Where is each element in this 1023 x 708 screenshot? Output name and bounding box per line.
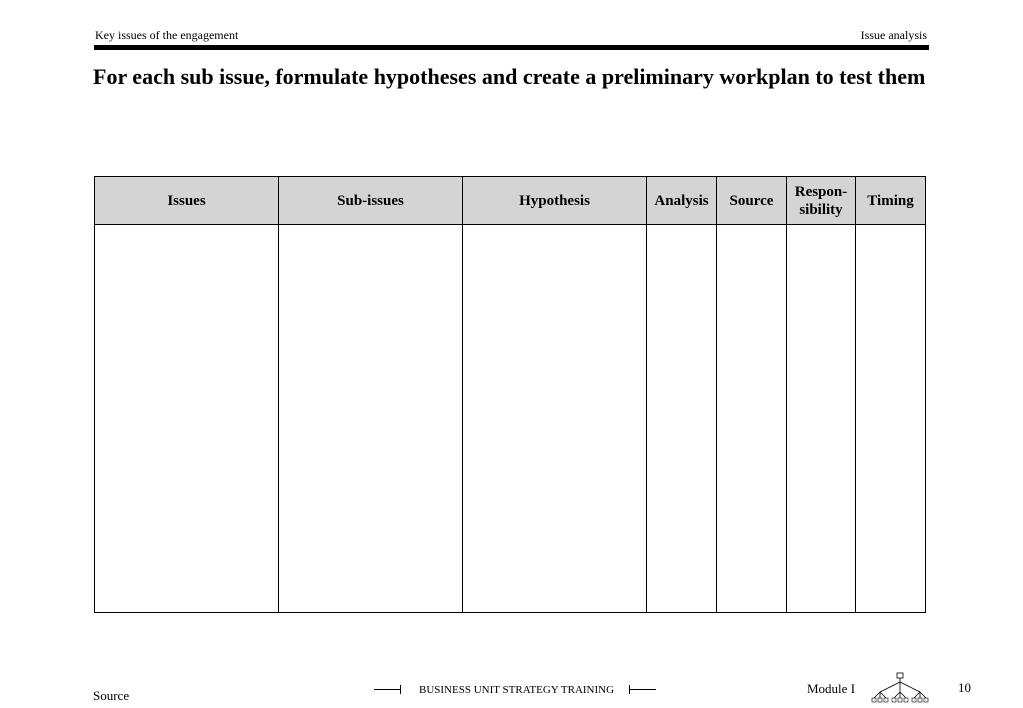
page-title: For each sub issue, formulate hypotheses and create a preliminary workplan to test them bbox=[93, 64, 926, 89]
workplan-table bbox=[94, 176, 926, 613]
cell-source bbox=[717, 225, 787, 613]
header-topic: Issue analysis bbox=[860, 28, 927, 42]
footer-source-label: Source bbox=[93, 688, 130, 703]
cell-issues bbox=[95, 225, 279, 613]
column-header-responsibility: Respon- sibility bbox=[787, 177, 856, 225]
cell-hypothesis bbox=[463, 225, 647, 613]
column-header-issues: Issues bbox=[95, 177, 279, 225]
footer-left-rule bbox=[374, 689, 400, 690]
footer-right-rule bbox=[630, 689, 656, 690]
column-header-timing: Timing bbox=[856, 177, 926, 225]
column-header-sub-issues: Sub-issues bbox=[279, 177, 463, 225]
cell-timing bbox=[856, 225, 926, 613]
header-rule bbox=[94, 45, 929, 50]
footer-left-tick bbox=[400, 685, 401, 694]
header-section-title: Key issues of the engagement bbox=[95, 28, 239, 42]
cell-sub-issues bbox=[279, 225, 463, 613]
column-header-analysis: Analysis bbox=[647, 177, 717, 225]
cell-responsibility bbox=[787, 225, 856, 613]
cell-analysis bbox=[647, 225, 717, 613]
column-header-hypothesis: Hypothesis bbox=[463, 177, 647, 225]
tree-hierarchy-icon bbox=[870, 672, 930, 704]
footer-module-label: Module I bbox=[807, 681, 856, 696]
footer-course-title: BUSINESS UNIT STRATEGY TRAINING bbox=[419, 684, 615, 696]
table-header-row bbox=[95, 177, 926, 225]
page-number: 10 bbox=[958, 680, 971, 695]
column-header-source: Source bbox=[717, 177, 787, 225]
table-row bbox=[95, 225, 926, 613]
